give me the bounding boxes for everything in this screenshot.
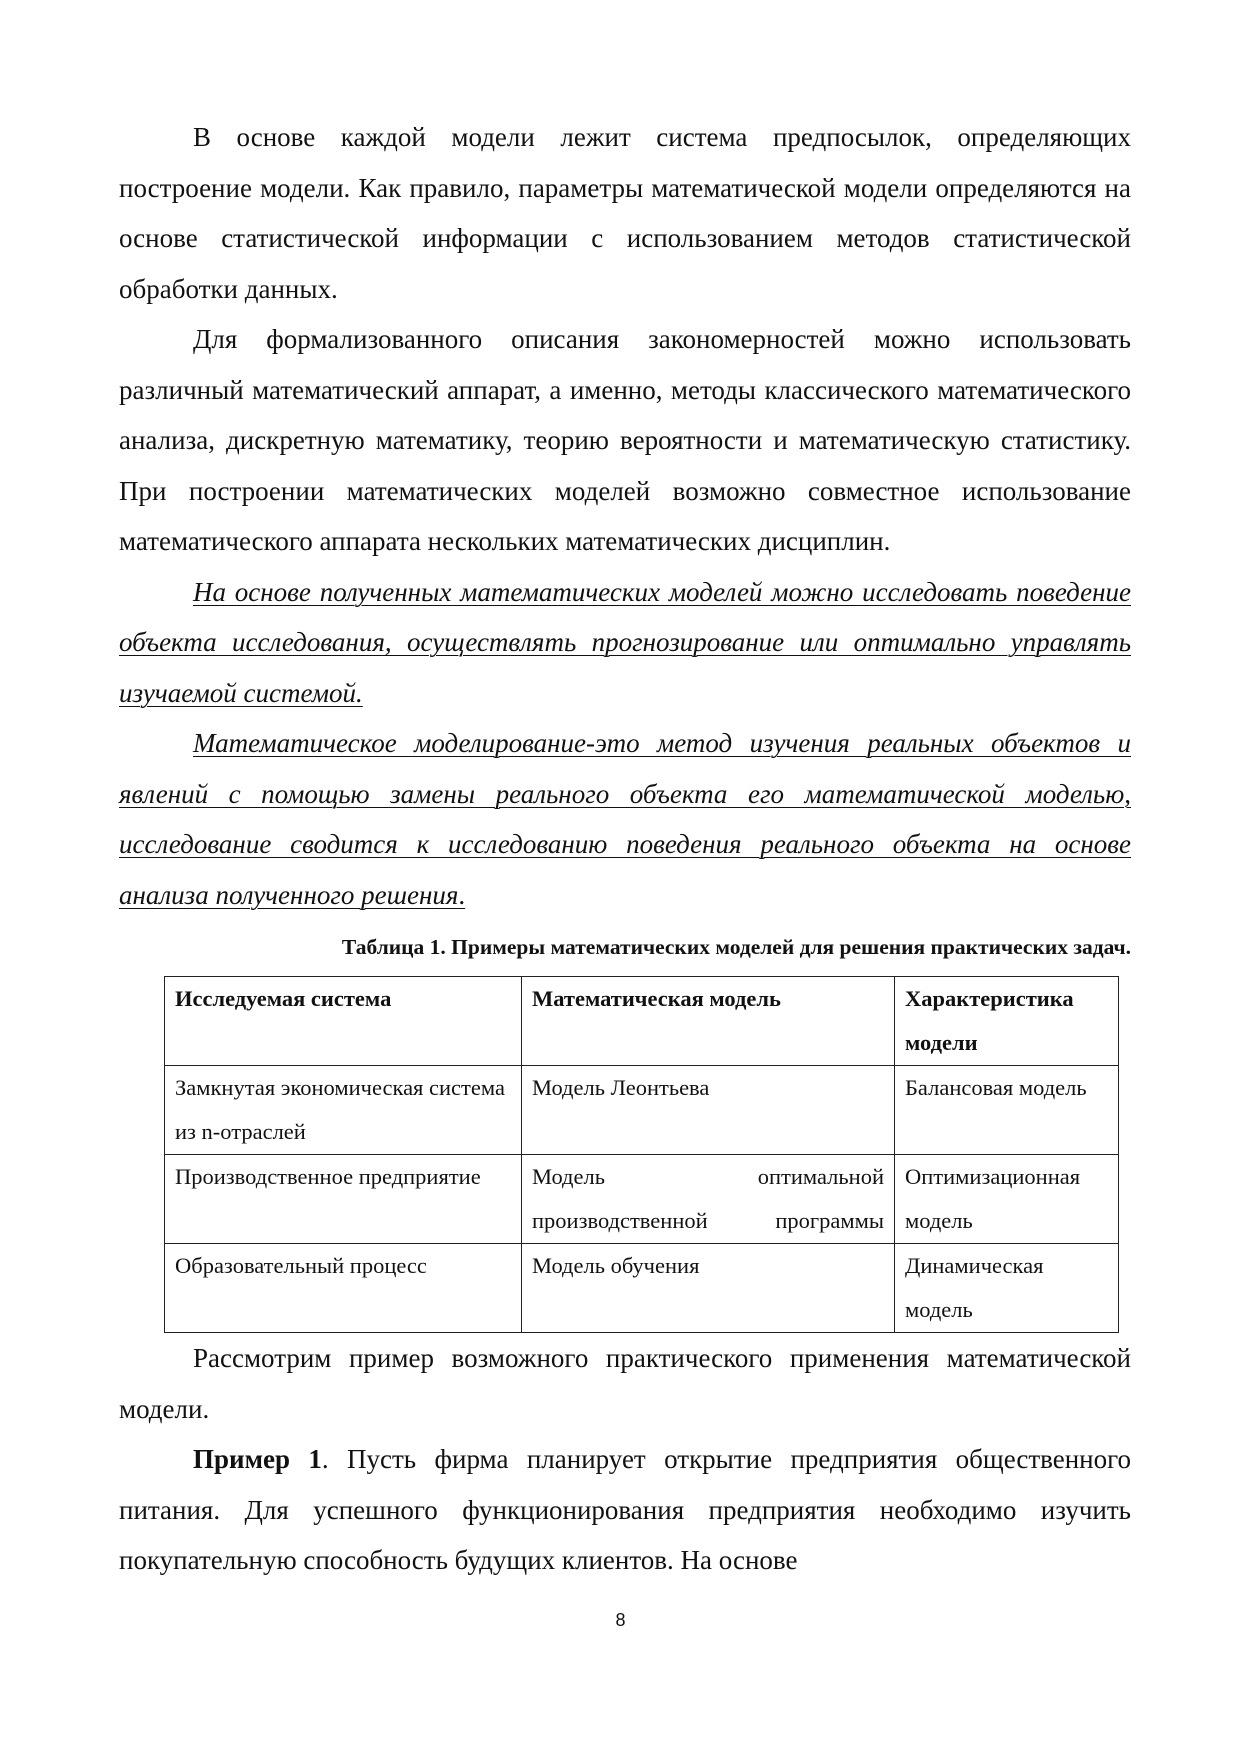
header-system: Исследуемая система [165, 977, 522, 1066]
paragraph-example-1 [119, 1434, 1131, 1586]
table-cell: Замкнутая экономическая система из n-отраслей [165, 1066, 522, 1155]
example-text: Пусть фирма планирует открытие предприятия общественного питания. Для успешного функционирования предприятия необходимо изучить покупательную способность будущих клиентов. На основе [119, 1444, 1132, 1575]
table-cell: Производственное предприятие [165, 1155, 522, 1244]
table-cell: Модель обучения [522, 1244, 895, 1333]
table-cell: Образовательный процесс [165, 1244, 522, 1333]
table-caption: Таблица 1. Примеры математических моделей для решения практических задач. [341, 935, 1131, 959]
table-row [165, 1066, 1119, 1155]
table-cell: Балансовая модель [895, 1066, 1119, 1155]
definition-period: . [458, 879, 466, 910]
document-page [119, 112, 1131, 1586]
table-cell: Модель Леонтьева [522, 1066, 895, 1155]
header-model: Математическая модель [522, 977, 895, 1066]
paragraph-model-usage: На основе полученных математических моделей можно исследовать поведение объекта исследования, осуществлять прогнозирование или оптимально управлять изучаемой системой. [119, 576, 1131, 708]
example-label: Пример 1 [193, 1444, 322, 1474]
table-cell: Оптимизационная модель [895, 1155, 1119, 1244]
table-header-row [165, 977, 1119, 1066]
table-cell: Модель оптимальной производственной программы [522, 1155, 895, 1244]
table-row [165, 1155, 1119, 1244]
paragraph-math-apparatus: Для формализованного описания закономерностей можно использовать различный математический аппарат, а именно, методы классического математического анализа, дискретную математику, теорию вероятности и математическую статистику. При построении математических моделей возможно совместное использование математического аппарата нескольких математических дисциплин. [119, 324, 1131, 556]
models-table [164, 976, 1119, 1333]
paragraph-example-intro: Рассмотрим пример возможного практического применения математической модели. [119, 1343, 1131, 1424]
definition-text: Математическое моделирование-это метод изучения реальных объектов и явлений с помощью замены реального объекта его математической моделью, исследование сводится к исследованию поведения реального объекта на основе анализа полученного решения [119, 728, 1131, 910]
example-label-period: . [321, 1444, 329, 1474]
table-cell: Динамическая модель [895, 1244, 1119, 1333]
page-number: 8 [615, 1610, 626, 1630]
header-characteristic: Характеристика модели [895, 977, 1119, 1066]
table-row [165, 1244, 1119, 1333]
paragraph-model-premises: В основе каждой модели лежит система предпосылок, определяющих построение модели. Как правило, параметры математической модели определяются на основе статистической информации с использованием методов статистической обработки данных. [119, 122, 1131, 304]
paragraph-modeling-definition [119, 718, 1131, 920]
